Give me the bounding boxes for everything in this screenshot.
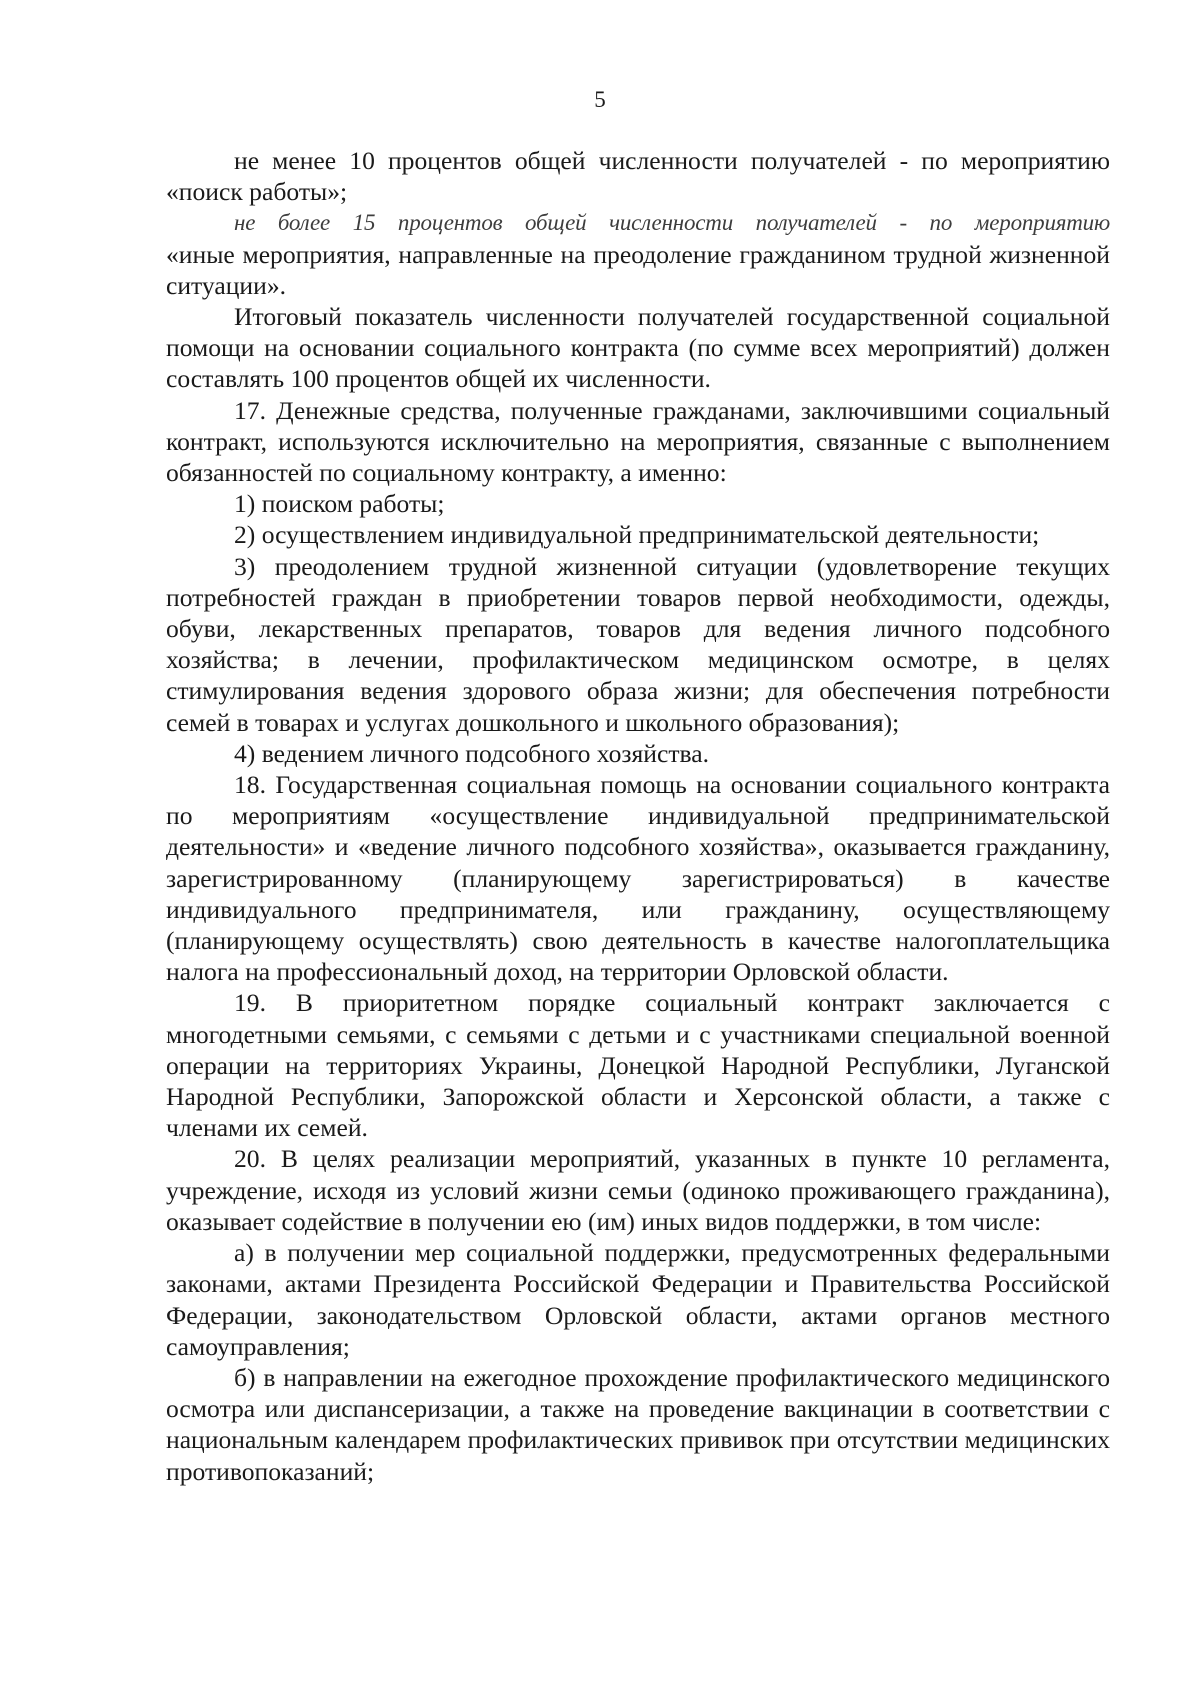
subitem-b: б) в направлении на ежегодное прохождение профилактического медицинского осмотра или диспансеризации, а также на проведение вакцинации в соответствии с национальным календарем профилактических прививок при отсутствии медицинских противопоказаний; <box>166 1362 1110 1486</box>
paragraph-item-18: 18. Государственная социальная помощь на основании социального контракта по мероприятиям «осуществление индивидуальной предпринимательской деятельности» и «ведение личного подсобного хозяйства», оказывается гражданину, зарегистрированному (планирующему зарегистрироваться) в качестве индивидуального предпринимателя, или гражданину, осуществляющему (планирующему осуществлять) свою деятельность в качестве налогоплательщика налога на профессиональный доход, на территории Орловской области. <box>166 770 1110 987</box>
list-item-2: 2) осуществлением индивидуальной предпринимательской деятельности; <box>234 520 1040 550</box>
paragraph-max-other-measures: не более 15 процентов общей численности получателей - по мероприятию <box>234 210 1110 236</box>
paragraph-min-job-search: не менее 10 процентов общей численности получателей - по мероприятию «поиск работы»; <box>166 146 1110 207</box>
list-item-1: 1) поиском работы; <box>234 489 445 519</box>
paragraph-other-measures-continued: «иные мероприятия, направленные на преодоление гражданином трудной жизненной ситуации». <box>166 239 1110 300</box>
paragraph-item-19: 19. В приоритетном порядке социальный контракт заключается с многодетными семьями, с семьями с детьми и с участниками специальной военной операции на территориях Украины, Донецкой Народной Республики, Луганской Народной Республики, Запорожской области и Херсонской области, а также с членами их семей. <box>166 988 1110 1143</box>
subitem-a: а) в получении мер социальной поддержки, предусмотренных федеральными законами, актами Президента Российской Федерации и Правительства Российской Федерации, законодательством Орловской области, актами органов местного самоуправления; <box>166 1238 1110 1361</box>
paragraph-item-17: 17. Денежные средства, полученные гражданами, заключившими социальный контракт, используются исключительно на мероприятия, связанные с выполнением обязанностей по социальному контракту, а именно: <box>166 395 1110 488</box>
page-number: 5 <box>594 87 606 112</box>
list-item-4: 4) ведением личного подсобного хозяйства. <box>234 738 710 768</box>
document-body <box>166 145 1110 1487</box>
paragraph-total-indicator: Итоговый показатель численности получателей государственной социальной помощи на основании социального контракта (по сумме всех мероприятий) должен составлять 100 процентов общей их численности. <box>166 302 1110 394</box>
paragraph-item-20: 20. В целях реализации мероприятий, указанных в пункте 10 регламента, учреждение, исходя из условий жизни семьи (одиноко проживающего гражданина), оказывает содействие в получении ею (им) иных видов поддержки, в том числе: <box>166 1144 1110 1236</box>
list-item-3: 3) преодолением трудной жизненной ситуации (удовлетворение текущих потребностей граждан в приобретении товаров первой необходимости, одежды, обуви, лекарственных препаратов, товаров для ведения личного подсобного хозяйства; в лечении, профилактическом медицинском осмотре, в целях стимулирования ведения здорового образа жизни; для обеспечения потребности семей в товарах и услугах дошкольного и школьного образования); <box>166 551 1110 737</box>
